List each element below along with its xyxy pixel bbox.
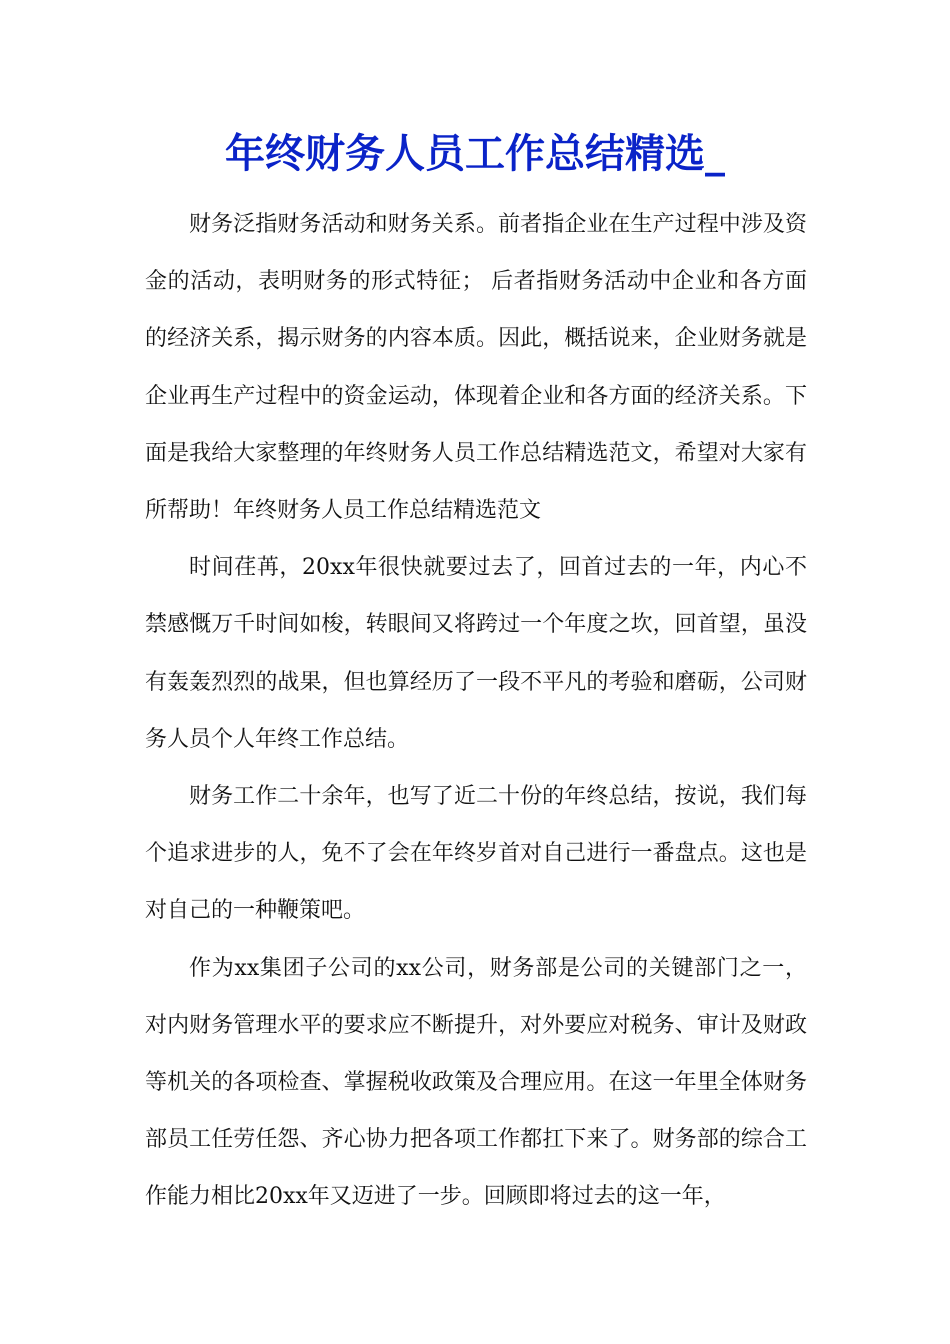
document-body — [145, 196, 807, 1226]
paragraph-time: 时间荏苒，20xx年很快就要过去了，回首过去的一年，内心不禁感慨万千时间如梭，转眼间又将跨过一个年度之坎，回首望，虽没有轰轰烈烈的战果，但也算经历了一段不平凡的考验和磨砺，公司财务人员个人年终工作总结。 — [145, 555, 807, 752]
document-title: 年终财务人员工作总结精选_ — [225, 130, 725, 177]
paragraph-experience: 财务工作二十余年，也写了近二十份的年终总结，按说，我们每个追求进步的人，免不了会在年终岁首对自己进行一番盘点。这也是对自己的一种鞭策吧。 — [145, 784, 807, 924]
paragraph-department: 作为xx集团子公司的xx公司，财务部是公司的关键部门之一，对内财务管理水平的要求应不断提升，对外要应对税务、审计及财政等机关的各项检查、掌握税收政策及合理应用。在这一年里全体财务部员工任劳任怨、齐心协力把各项工作都扛下来了。财务部的综合工作能力相比20xx年又迈进了一步。回顾即将过去的这一年， — [145, 955, 807, 1210]
paragraph-intro: 财务泛指财务活动和财务关系。前者指企业在生产过程中涉及资金的活动，表明财务的形式特征； 后者指财务活动中企业和各方面的经济关系，揭示财务的内容本质。因此，概括说来，企业财务就是企业再生产过程中的资金运动，体现着企业和各方面的经济关系。下面是我给大家整理的年终财务人员工作总结精选范文，希望对大家有所帮助！年终财务人员工作总结精选范文 — [145, 212, 807, 524]
